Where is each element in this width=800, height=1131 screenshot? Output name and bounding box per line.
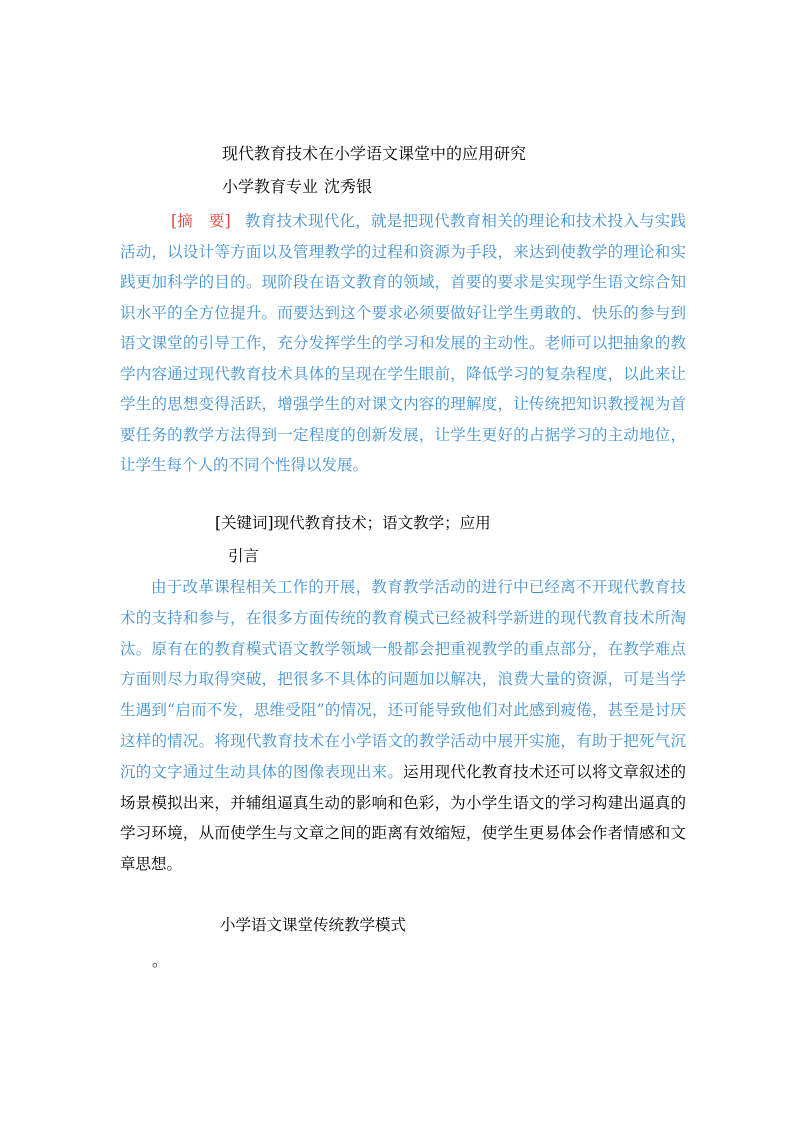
trailing-mark: 。 [152, 952, 168, 970]
keywords-line: [关键词]现代教育技术；语文教学；应用 [215, 514, 491, 532]
author-name: 沈秀银 [324, 177, 373, 196]
abstract-label: [摘 要] [171, 212, 231, 230]
author-line [222, 176, 372, 198]
intro-text-plain: 运用现代化教育技术还可以将文章叙述的场景模拟出来，并辅组逼真生动的影响和色彩，为小学生语文的学习构建出逼真的学习环境，从而使学生与文章之间的距离有效缩短，使学生更易体会作者情感和文章思想。 [120, 762, 686, 874]
document-title: 现代教育技术在小学语文课堂中的应用研究 [222, 144, 527, 163]
section-heading: 小学语文课堂传统教学模式 [220, 916, 407, 934]
intro-heading: 引言 [228, 547, 260, 565]
intro-text-highlighted: 由于改革课程相关工作的开展，教育教学活动的进行中已经离不开现代教育技术的支持和参与，在很多方面传统的教育模式已经被科学新进的现代教育技术所淘汰。原有在的教育模式语文教学领域一般都会把重视教学的重点部分，在教学难点方面则尽力取得突破，把很多不具体的问题加以解决，浪费大量的资源，可是当学生遇到“启而不发，思维受阻”的情况，还可能导致他们对此感到疲倦，甚至是讨厌这样的情况。将现代教育技术在小学语文的教学活动中展开实施，有助于把死气沉沉的文字通过生动具体的图像表现出来。 [120, 578, 686, 781]
author-major: 小学教育专业 [222, 177, 319, 196]
abstract-text: 教育技术现代化，就是把现代教育相关的理论和技术投入与实践活动，以设计等方面以及管理教学的过程和资源为手段，来达到使教学的理论和实践更加科学的目的。现阶段在语文教育的领域，首要的要求是实现学生语文综合知识水平的全方位提升。而要达到这个要求必须要做好让学生勇敢的、快乐的参与到语文课堂的引导工作，充分发挥学生的学习和发展的主动性。老师可以把抽象的教学内容通过现代教育技术具体的呈现在学生眼前，降低学习的复杂程度，以此来让学生的思想变得活跃，增强学生的对课文内容的理解度，让传统把知识教授视为首要任务的教学方法得到一定程度的创新发展，让学生更好的占据学习的主动地位，让学生每个人的不同个性得以发展。 [120, 212, 686, 474]
abstract-paragraph [120, 206, 686, 481]
intro-paragraph [120, 572, 686, 880]
